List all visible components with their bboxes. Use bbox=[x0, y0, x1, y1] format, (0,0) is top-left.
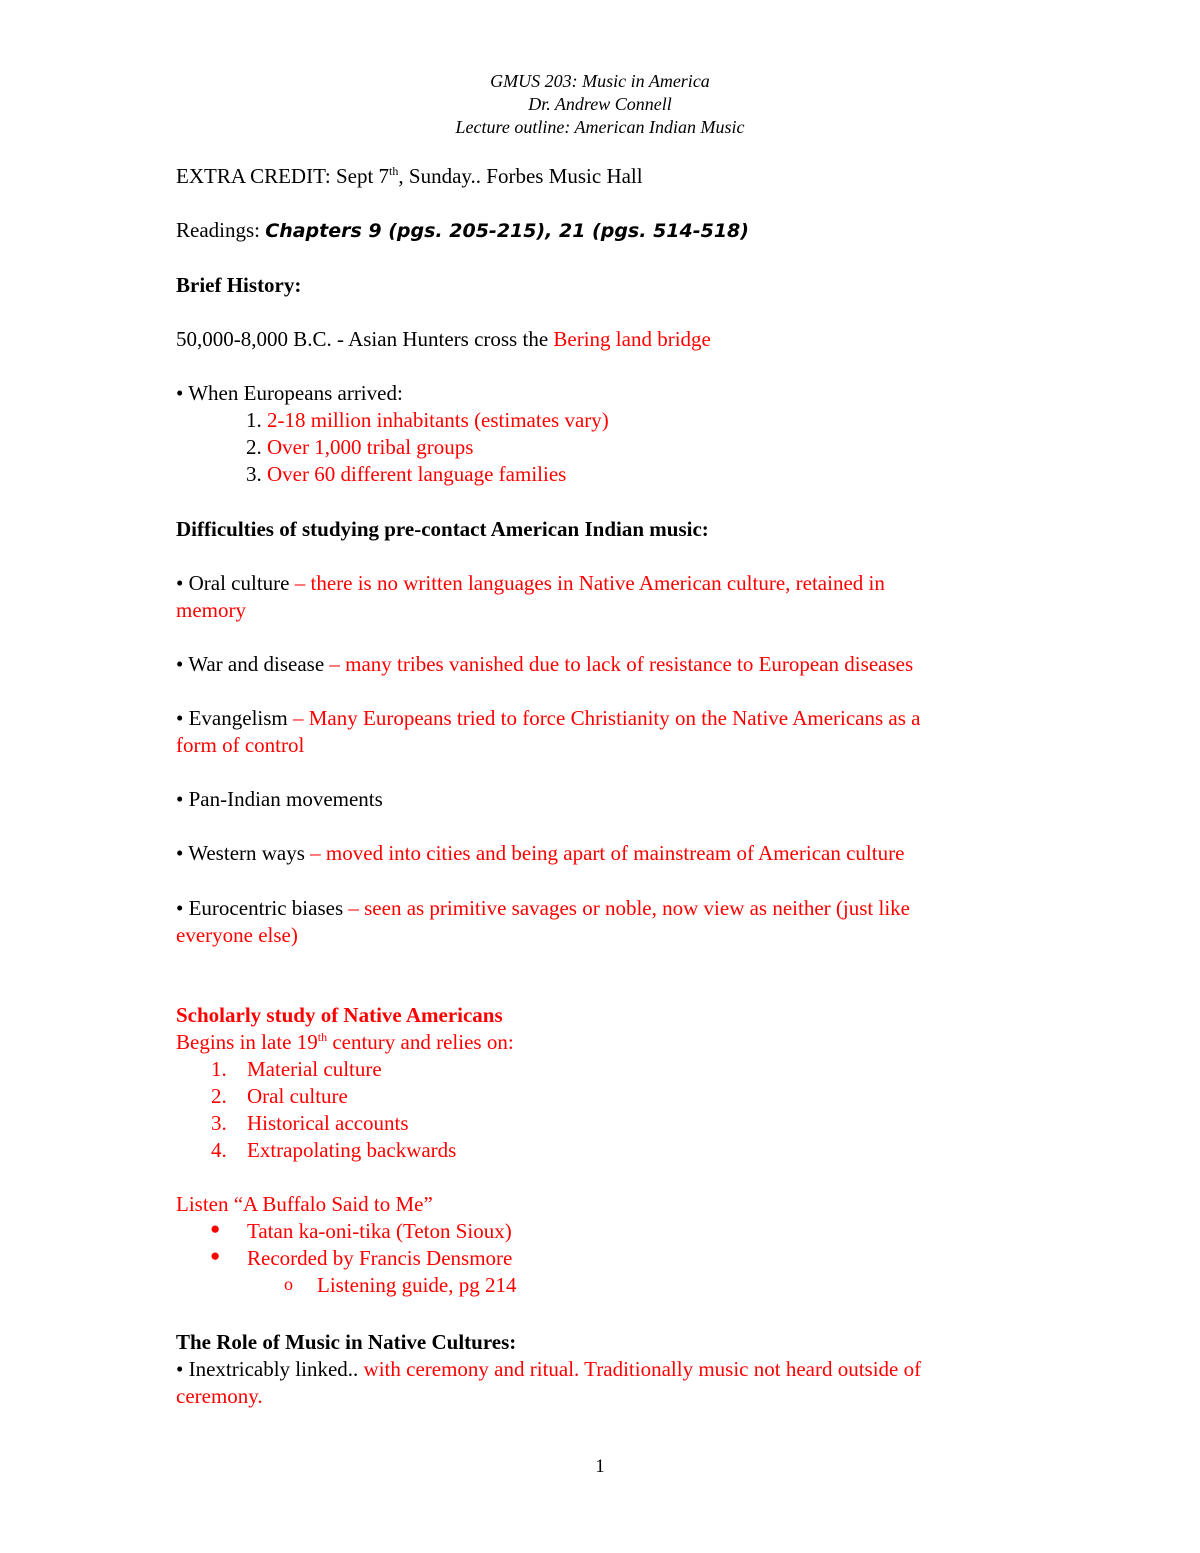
role-item-continued: ceremony. bbox=[176, 1384, 263, 1408]
list-item: Listening guide, pg 214 bbox=[317, 1273, 517, 1297]
bullet-icon: ● bbox=[210, 1246, 221, 1265]
difficulty-item: • Evangelism – Many Europeans tried to force Christianity on the Native Americans as a bbox=[176, 706, 921, 730]
scholarly-heading: Scholarly study of Native Americans bbox=[176, 1003, 503, 1027]
timeline-line: 50,000-8,000 B.C. - Asian Hunters cross the Bering land bridge bbox=[176, 327, 711, 351]
difficulty-item: • Eurocentric biases – seen as primitive savages or noble, now view as neither (just like bbox=[176, 896, 910, 920]
readings-chapters: Chapters 9 (pgs. 205-215), 21 (pgs. 514-518) bbox=[265, 220, 749, 242]
list-item: 4. Extrapolating backwards bbox=[211, 1138, 457, 1162]
brief-history-heading: Brief History: bbox=[176, 273, 302, 297]
difficulty-item: • Western ways – moved into cities and being apart of mainstream of American culture bbox=[176, 841, 905, 865]
course-title: GMUS 203: Music in America bbox=[490, 71, 710, 91]
difficulty-item-continued: form of control bbox=[176, 733, 305, 757]
instructor-name: Dr. Andrew Connell bbox=[528, 94, 672, 114]
list-item: 1. Material culture bbox=[211, 1057, 382, 1081]
bullet-icon: ● bbox=[210, 1219, 221, 1238]
page-number: 1 bbox=[595, 1456, 605, 1477]
list-item: Tatan ka-oni-tika (Teton Sioux) bbox=[247, 1219, 512, 1243]
difficulty-item: • Pan-Indian movements bbox=[176, 787, 383, 811]
europeans-arrived-label: • When Europeans arrived: bbox=[176, 381, 403, 405]
role-heading: The Role of Music in Native Cultures: bbox=[176, 1330, 517, 1354]
extra-credit-line: EXTRA CREDIT: Sept 7th, Sunday.. Forbes Music Hall bbox=[176, 164, 643, 188]
sub-bullet-icon: o bbox=[284, 1274, 293, 1294]
scholarly-intro: Begins in late 19th century and relies on: bbox=[176, 1030, 514, 1054]
list-item: 1. 2-18 million inhabitants (estimates vary) bbox=[246, 408, 609, 432]
difficulty-item-continued: everyone else) bbox=[176, 923, 298, 947]
readings-line: Readings: Chapters 9 (pgs. 205-215), 21 (pgs. 514-518) bbox=[176, 218, 749, 242]
difficulty-item: • Oral culture – there is no written languages in Native American culture, retained in bbox=[176, 571, 885, 595]
difficulty-item: • War and disease – many tribes vanished due to lack of resistance to European diseases bbox=[176, 652, 914, 676]
list-item: 2. Over 1,000 tribal groups bbox=[246, 435, 474, 459]
list-item: Recorded by Francis Densmore bbox=[247, 1246, 513, 1270]
role-item: • Inextricably linked.. with ceremony and ritual. Traditionally music not heard outside of bbox=[176, 1357, 922, 1381]
difficulty-item-continued: memory bbox=[176, 598, 246, 622]
list-item: 2. Oral culture bbox=[211, 1084, 348, 1108]
list-item: 3. Over 60 different language families bbox=[246, 462, 567, 486]
list-item: 3. Historical accounts bbox=[211, 1111, 409, 1135]
lecture-title: Lecture outline: American Indian Music bbox=[455, 117, 745, 137]
listen-title: Listen “A Buffalo Said to Me” bbox=[176, 1192, 433, 1216]
difficulties-heading: Difficulties of studying pre-contact American Indian music: bbox=[176, 517, 709, 541]
